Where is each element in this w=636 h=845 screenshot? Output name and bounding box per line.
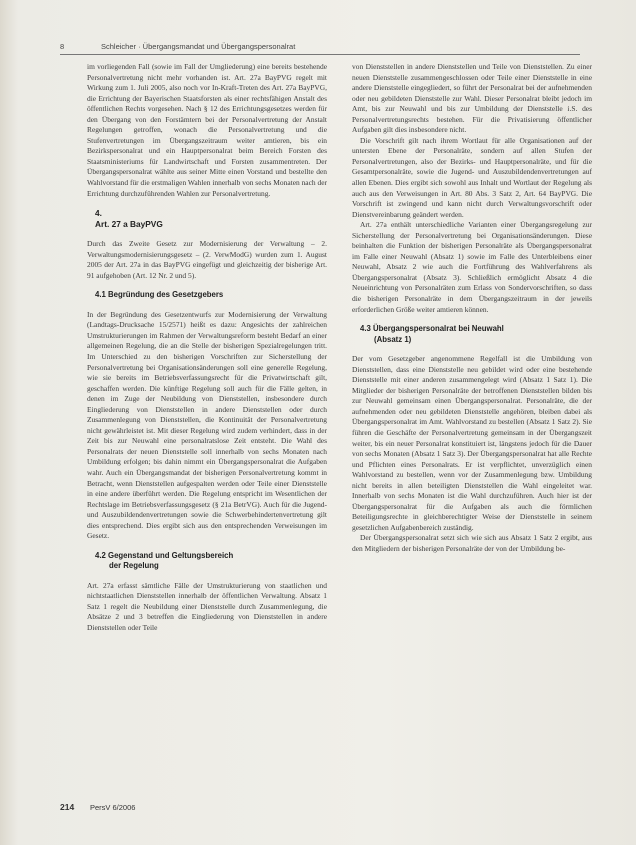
section-4-2-paragraph: Art. 27a erfasst sämtliche Fälle der Umstrukturierung von staatlichen und nichtstaatlichen Dienststellen innerhalb der öffentlichen Verwaltung. Absatz 1 Satz 1 regelt die Neubildung einer Dienststelle durch Zusammenlegung, die Absätze 2 und 3 betreffen die Eingliederung von Dienststellen in andere Dienststellen oder Teile xyxy=(87,580,327,633)
right-paragraph-2: Die Vorschrift gilt nach ihrem Wortlaut für alle Organisationen auf der untersten Ebene der Personalräte, sondern auf allen Stufen der Personalvertretungen, also der Bezirks- und Hauptpersonalräte, und für die Gesamtpersonalräte, sowie die Jugend- und Auszubildendenvertretungen auf allen Ebenen. Dies ergibt sich sowohl aus Inhalt und Wortlaut der Regelung als auch aus den Verweisungen in Art. 80 Abs. 3 Satz 2, Art. 64 BayPVG. Die Vorschrift ist zwingend und kann nicht durch Verwaltungsvorschrift oder Dienstvereinbarung geändert werden. xyxy=(352,135,592,219)
header-divider xyxy=(60,54,580,55)
intro-paragraph: im vorliegenden Fall (sowie im Fall der Umgliederung) eine bereits bestehende Personalvertretung nicht mehr vorhanden ist. Art. 27a BayPVG regelt mit Wirkung zum 1. Juli 2005, also noch vor In-Kraft-Treten des Art. 27a BayPVG, die Errichtung der Bayerischen Staatsforsten als einer rechtsfähigen Anstalt des öffentlichen Rechts vorgesehen. Nach § 12 des Errichtungsgesetzes werden für den Übergang von den Forstämtern bei der Personalvertretung der Anstalt Regelungen getroffen, wonach die Personalvertretung und die Stufenvertretungen im Übergangszeitraum weiter amtieren, bis ein Bezirkspersonalrat und ein Hauptpersonalrat beim Bereich Forsten des Staatsministeriums für Landwirtschaft und Forsten zusammentreten. Der Übergangspersonalrat wählte aus seiner Mitte einen Vorstand und bestellte den Wahlvorstand für die erstmaligen Wahlen innerhalb von sechs Monaten nach der Errichtung durchzuführenden Wahlen zur Personalvertretung. xyxy=(87,62,327,198)
section-4-heading: Art. 27 a BayPVG xyxy=(95,219,163,230)
running-header xyxy=(60,40,580,54)
section-4-3-heading-line2: (Absatz 1) xyxy=(374,334,412,344)
section-4-1-paragraph: In der Begründung des Gesetzentwurfs zur Modernisierung der Verwaltung (Landtags-Drucksache 15/2571) heißt es dazu: Angesichts der zahlreichen Umstrukturierungen im Rahmen der Verwaltungsreform besteht Bedarf an einer allgemeinen Regelung, die an die Stelle der bisherigen Spezialregelungen tritt. Im Unterschied zu den bisherigen Vorschriften zur Sicherstellung der Personalvertretung bei Organisationsänderungen soll eine generelle Regelung, wie sie bereits im Betriebsverfassungsrecht für die Privatwirtschaft gilt, geschaffen werden. Die künftige Regelung soll auch für die Fälle gelten, in denen im Zuge der Neubildung von Dienststellen, insbesondere durch Eingliederung von Dienststellen in andere Dienststellen oder durch Zusammenlegung von Dienststellen, die Kontinuität der Personalvertretung nicht gewährleistet ist. Mit dieser Regelung wird zudem verhindert, dass in der Zeit bis zur Neuwahl eine personalratslose Zeit entsteht. Die Wahl des Personalrats der neuen Dienststelle soll innerhalb von sechs Monaten nach Umbildung erfolgen; bis dahin nimmt ein Übergangspersonalrat die Aufgaben wahr. Auch ein Übergangsmandat der bisherigen Personalvertretung kommt in Betracht, wenn Dienststellen aufgespalten werden oder Teile einer Dienststelle in eine andere überführt werden. Die Regelung entspricht im Wesentlichen der Rechtslage im Betriebsverfassungsgesetz (§ 21a BetrVG). Auch für die Jugend- und Auszubildendenvertretungen sowie die Schwerbehindertenvertretung gilt dies entsprechend. Dies ergibt sich aus den entsprechenden Verweisungen im Gesetz. xyxy=(87,309,327,541)
header-running-title: Schleicher · Übergangsmandat und Übergangspersonalrat xyxy=(101,42,296,51)
right-paragraph-3: Art. 27a enthält unterschiedliche Varianten einer Übergangsregelung zur Sicherstellung der Personalvertretung bei Organisationsänderungen. Diese beinhalten die Funktion der bisherigen Personalräte als Übergangspersonalrat im Falle einer Neuwahl (Absatz 1) sowie im Falle des Unterbleibens einer Neuwahl, Absatz 2 wie auch die Fortführung des Wahlverfahrens als Übergangspersonalrat (Absatz 3). Schließlich ermöglicht Absatz 4 die Neueinrichtung von Personalräten zum Erlass von Sondervorschriften, so dass die bisherigen Personalräte in dem Übergangszeitraum in der jeweils erforderlichen Größe weiter amtieren können. xyxy=(352,220,592,314)
section-4-2-heading-line2: der Regelung xyxy=(109,561,159,571)
section-4-paragraph: Durch das Zweite Gesetz zur Modernisierung der Verwaltung – 2. Verwaltungsmodernisierungsgesetz – (2. VerwModG) wurden zum 1. August 2005 der Art. 27a in das BayPVG eingefügt und gleichzeitig der bisherige Art. 91 aufgehoben (Art. 12 Nr. 2 und 5). xyxy=(87,239,327,280)
page-footer xyxy=(60,802,580,816)
footer-page-number: 214 xyxy=(60,802,75,812)
left-column xyxy=(87,62,327,634)
section-4-3-paragraph-2: Der Übergangspersonalrat setzt sich wie sich aus Absatz 1 Satz 2 ergibt, aus den Mitgliedern der bisherigen Personalräte der von der Umbildung be- xyxy=(352,533,592,553)
right-column xyxy=(352,62,592,555)
header-page-number: 8 xyxy=(60,42,65,51)
footer-journal-issue: PersV 6/2006 xyxy=(90,803,136,812)
section-4-2-heading-line1: 4.2 Gegenstand und Geltungsbereich xyxy=(95,550,234,560)
right-paragraph-1: von Dienststellen in andere Dienststellen und Teile von Dienststellen. Zu einer neuen Dienststelle zusammengeschlossen oder Teile einer Dienststelle in eine andere Dienststelle eingegliedert, so führt der Personalrat bei der aufnehmenden oder neu gebildeten Dienststelle zur Wahl. Dieser Personalrat bleibt jedoch im Amt, bis zur Neuwahl und bis zur Umbildung der Dienststelle i.S. des Personalvertretungsrechts bestehen. Für die Privatisierung öffentlicher Aufgaben gilt dies insbesondere nicht. xyxy=(352,62,592,135)
section-4-number: 4. xyxy=(95,208,102,219)
section-4-3-heading xyxy=(352,324,592,345)
section-4-3-paragraph-1: Der vom Gesetzgeber angenommene Regelfall ist die Umbildung von Dienststellen, dass eine Dienststelle neu gebildet wird oder eine bestehende Dienststelle mit einer anderen zusammengelegt wird (Absatz 1 Satz 1). Die Mitglieder der bisherigen Personalräte der betroffenen Dienststellen bilden bis zur Neuwahl gemeinsam einen Übergangspersonalrat. Personalräte, die der aufnehmenden oder neu gebildeten Dienststelle angehören, bleiben dabei als Übergangspersonalrat im Amt. Wahlvorstand zu bestellen (Absatz 1 Satz 2). Sie führen die Geschäfte der Personalvertretung gemeinsam in der Übergangszeit weiter, bis ein neuer Personalrat konstituiert ist, längstens jedoch für die Dauer von sechs Monaten (Absatz 1 Satz 3). Der Übergangspersonalrat hat alle Rechte und Pflichten eines Personalrats. Er ist verpflichtet, unverzüglich einen Wahlvorstand zu bestellen, wenn vor der Zusammenlegung bzw. Umbildung nicht bereits in allen beteiligten Dienststellen die Wahl eingeleitet war. Innerhalb von sechs Monaten ist die Wahl durchzuführen. Auch hier ist der Übergangspersonalrat für die Aufgaben als auch die förmlichen Beteiligungsrechte in gleichberechtigter Weise der Dienststelle in seinem gesetzlichen Aufgabenbereich zuständig. xyxy=(352,354,592,532)
section-4-2-heading xyxy=(87,551,327,572)
section-4-3-heading-line1: 4.3 Übergangspersonalrat bei Neuwahl xyxy=(360,324,504,334)
section-4-1-heading: 4.1 Begründung des Gesetzgebers xyxy=(95,290,224,300)
